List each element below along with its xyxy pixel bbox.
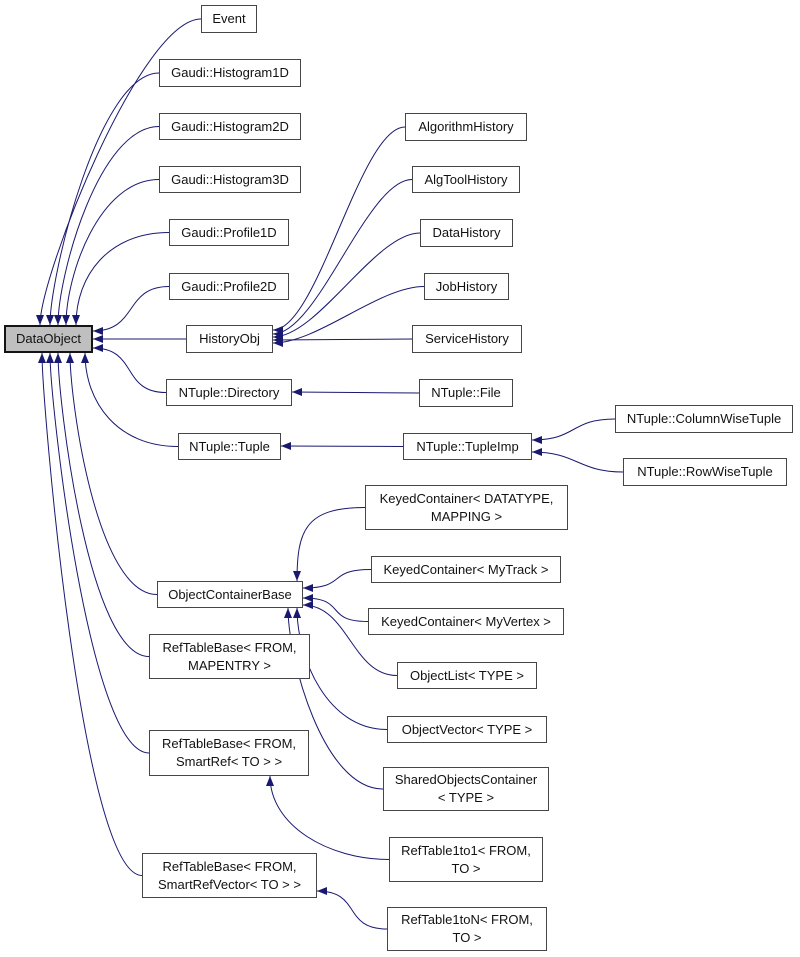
class-label-line: DataHistory (432, 225, 501, 240)
class-node-keyedcontainer-mytrack[interactable] (371, 556, 561, 583)
class-label-line: RefTableBase< FROM, (162, 639, 297, 655)
class-node-ntuple-tupleimp[interactable] (403, 433, 532, 460)
class-label-line: RefTableBase< FROM, (161, 736, 297, 751)
class-label-line: < TYPE > (437, 790, 495, 805)
class-label-line: NTuple::Tuple (189, 438, 270, 454)
class-node-objectlist[interactable] (397, 662, 537, 689)
class-node-reftablebase-mapentry[interactable] (149, 634, 310, 679)
edge-profile1d-to-dataobject (76, 233, 169, 326)
edge-reftablebase-smartrefvector-to-dataobject (42, 353, 142, 876)
edge-ntuple-columnwisetuple-to-ntuple-tupleimp (532, 419, 615, 440)
class-node-sharedobjectscontainer[interactable] (383, 767, 549, 811)
class-node-objectvector[interactable] (387, 716, 547, 743)
class-node-algorithmhistory[interactable] (405, 113, 527, 141)
edge-objectcontainerbase-to-dataobject (70, 353, 157, 595)
class-label-line: KeyedContainer< MyTrack > (383, 561, 549, 577)
edge-ntuple-tupleimp-to-ntuple-tuple (281, 446, 403, 447)
class-node-servicehistory[interactable] (412, 325, 522, 353)
class-label-line: RefTable1toN< FROM, (401, 912, 533, 927)
edge-algtoolhistory-to-historyobj (273, 180, 412, 335)
class-node-profile2d[interactable] (169, 273, 289, 300)
class-label-line: MAPPING > (430, 508, 503, 524)
class-label-line: AlgorithmHistory (418, 119, 514, 134)
class-node-reftablebase-smartrefvector[interactable] (142, 853, 317, 898)
class-label-line: Gaudi::Profile1D (181, 224, 277, 240)
class-label-line: Event (212, 11, 246, 26)
class-node-ntuple-file[interactable] (419, 379, 513, 407)
class-label-line: SmartRef< TO > > (175, 754, 283, 769)
class-node-datahistory[interactable] (420, 219, 513, 247)
class-label-line: AlgToolHistory (424, 171, 508, 187)
class-node-jobhistory[interactable] (424, 273, 509, 300)
class-label-line: DataObject (15, 331, 82, 346)
class-label-line: NTuple::TupleImp (416, 438, 519, 454)
edge-reftablebase-mapentry-to-dataobject (58, 353, 149, 657)
class-label-line: MAPENTRY > (188, 657, 271, 673)
class-label-line: ObjectContainerBase (168, 586, 292, 602)
edge-profile2d-to-dataobject (93, 287, 169, 332)
edge-keyedcontainer-mytrack-to-objectcontainerbase (303, 570, 371, 589)
class-label-line: NTuple::RowWiseTuple (637, 464, 773, 479)
class-node-dataobject[interactable] (4, 325, 93, 353)
edge-datahistory-to-historyobj (273, 233, 420, 337)
class-node-objectcontainerbase[interactable] (157, 581, 303, 608)
class-label-line: SharedObjectsContainer (394, 772, 538, 787)
class-node-ntuple-tuple[interactable] (178, 433, 281, 460)
class-node-histogram3d[interactable] (159, 166, 301, 193)
class-node-ntuple-directory[interactable] (166, 379, 292, 406)
class-label-line: Gaudi::Histogram2D (171, 118, 289, 134)
class-label-line: TO > (451, 860, 481, 876)
class-label-line: RefTableBase< FROM, (162, 858, 297, 874)
edge-reftable1to1-to-reftablebase-smartref (270, 776, 389, 860)
class-node-event[interactable] (201, 5, 257, 33)
class-label-line: HistoryObj (199, 331, 260, 346)
class-label-line: NTuple::ColumnWiseTuple (626, 411, 782, 426)
class-label-line: ObjectList< TYPE > (410, 667, 524, 683)
class-label-line: ServiceHistory (425, 331, 509, 346)
class-label-line: KeyedContainer< DATATYPE, (379, 490, 554, 506)
class-node-keyedcontainer-myvertex[interactable] (368, 608, 564, 635)
class-node-reftable1ton[interactable] (387, 907, 547, 951)
class-node-histogram1d[interactable] (159, 59, 301, 87)
class-node-reftable1to1[interactable] (389, 837, 543, 882)
class-node-historyobj[interactable] (186, 325, 273, 353)
edge-algorithmhistory-to-historyobj (273, 127, 405, 330)
class-node-profile1d[interactable] (169, 219, 289, 246)
class-label-line: NTuple::Directory (178, 384, 280, 400)
class-label-line: Gaudi::Histogram1D (171, 65, 289, 80)
class-label-line: Gaudi::Profile2D (181, 278, 277, 294)
class-node-histogram2d[interactable] (159, 113, 301, 140)
edge-keyedcontainer-myvertex-to-objectcontainerbase (303, 598, 368, 622)
edge-ntuple-file-to-ntuple-directory (292, 392, 419, 393)
edge-ntuple-directory-to-dataobject (93, 348, 166, 393)
class-label-line: RefTable1to1< FROM, (401, 842, 531, 858)
edge-ntuple-tuple-to-dataobject (85, 353, 178, 447)
edge-histogram3d-to-dataobject (66, 180, 159, 326)
class-node-ntuple-rowwisetuple[interactable] (623, 458, 787, 486)
edge-keyedcontainer-datatype-to-objectcontainerbase (297, 508, 365, 582)
edge-histogram2d-to-dataobject (58, 127, 159, 326)
edge-histogram1d-to-dataobject (50, 73, 159, 325)
class-label-line: Gaudi::Histogram3D (171, 171, 289, 187)
edge-reftablebase-smartref-to-dataobject (50, 353, 149, 753)
class-label-line: JobHistory (435, 278, 498, 294)
class-label-line: TO > (452, 930, 482, 945)
class-label-line: NTuple::File (431, 385, 501, 400)
class-node-reftablebase-smartref[interactable] (149, 730, 309, 776)
edge-reftable1ton-to-reftablebase-smartrefvector (317, 891, 387, 929)
class-label-line: SmartRefVector< TO > > (158, 876, 301, 892)
class-node-algtoolhistory[interactable] (412, 166, 520, 193)
edge-ntuple-rowwisetuple-to-ntuple-tupleimp (532, 452, 623, 472)
class-label-line: KeyedContainer< MyVertex > (381, 613, 551, 629)
class-node-keyedcontainer-datatype[interactable] (365, 485, 568, 530)
class-node-ntuple-columnwisetuple[interactable] (615, 405, 793, 433)
class-label-line: ObjectVector< TYPE > (401, 721, 533, 737)
